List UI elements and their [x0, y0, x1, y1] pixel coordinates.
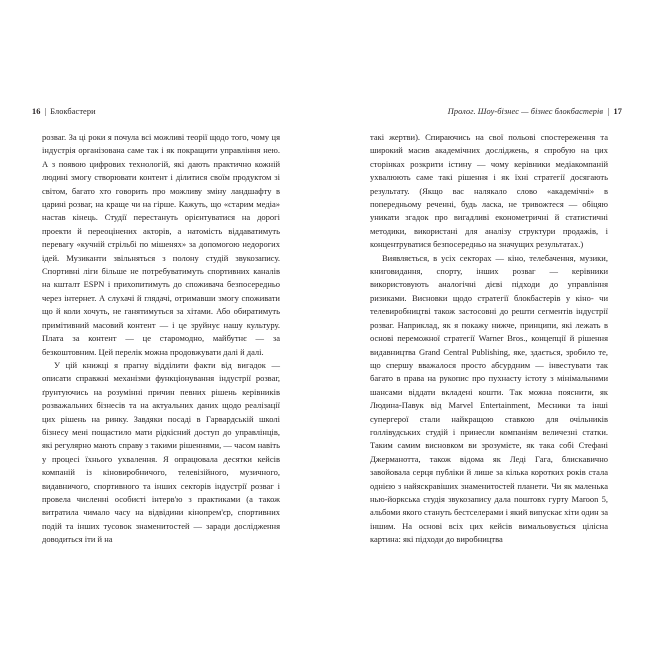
- body-paragraph: розваг. За ці роки я почула всі можливі теорії щодо того, чому ця індустрія організована саме так і як покращити управління нею. А з появою цифрових технологій, які дають практично кожній людині змогу створювати контент і ділитися своїм продуктом зі світом, багато хто говорить про можливу зміну ландшафту в царині розваг, на краще чи на гірше. Кажуть, що «старим медіа» настав кінець. Студії перестануть орієнтуватися на дорогі проекти й переоцінених акторів, а натомість віддаватимуть перевагу «кучній стрільбі по мішенях» за допомогою недорогих ідей. Музиканти звільняться з полону студій звукозапису. Спортивні ліги більше не потребуватимуть спортивних каналів на кшталт ESPN і прихопитимуть до споживача безпосередньо через інтернет. А слухачі й глядачі, отримавши змогу споживати що й коли хочуть, не ганятимуться за хітами. Або обиратимуть примітивний масовий контент — і це зруйнує нашу культуру. Плата за контент — це старомодно, майбутнє — за безкоштовним. Цей перелік можна продовжувати далі й далі.: [42, 132, 280, 357]
- body-paragraph: У цій книжці я прагну відділити факти від вигадок — описати справжні механізми функціонування індустрії розваг, ґрунтуючись на розумінні причин певних рішень керівників розважальних бізнесів та на актуальних даних щодо реалізації цих рішень на ринку. Завдяки посаді в Гарвардській школі бізнесу мені пощастило мати рідкісний доступ до управлінців, які регулярно мають справу з такими рішеннями, — часом навіть у процесі їхнього ухвалення. Я опрацювала десятки кейсів компаній із кіновиробничого, телевізійного, музичного, видавничого, спортивного та інших секторів індустрії розваг і провела численні особисті інтерв'ю з практиками (а також витратила чимало часу на відвідини кінопрем'єр, спортивних подій та інших тусовок знаменитостей — заради дослідження доводиться іти й на: [42, 359, 280, 545]
- body-paragraph: такі жертви). Спираючись на свої польові спостереження та широкий масив академічних досліджень, я спробую на цих сторінках розкрити істину — чому керівники медіакомпаній ухвалюють саме такі рішення і як їхні стратегії досягають результату. (Якщо вас налякало слово «академічні» в попередньому реченні, будь ласка, не тривожтеся — обіцяю уникати згадок про вигадливі економетричні й статистичні методики, використані для аналізу структури продажів, і концентруватися безпосередньо на значущих результатах.): [370, 132, 608, 250]
- right-page-body: [370, 131, 608, 547]
- right-page-header: [448, 107, 622, 116]
- header-separator: |: [607, 107, 610, 116]
- left-page-body: [42, 131, 280, 547]
- body-paragraph: Виявляється, в усіх секторах — кіно, телебачення, музики, книговидання, спорту, інших розваг — керівники використовують аналогічні дієві підходи до управління ризиками. Висновки щодо стратегії блокбастерів у кіно- чи телевиробництві також застосовні до решти сегментів індустрії розваг. Наприклад, як я покажу нижче, принципи, які лежать в основі переможної стратегії Warner Bros., концепції й рішення видавництва Grand Central Publishing, яке, здається, зробило те, що спершу вважалося просто абсурдним — інвестувати так багато в права на рукопис про пухнасту істоту з мінімальними шансами віддати вкладені кошти. Так можна пояснити, як Людина-Павук від Marvel Entertainment, Месники та інші супергерої стали найкращою ставкою для очільників голлівудських студій і принесли компаніям величезні статки. Таким самим висновком ви зрозумієте, як така собі Стефані Джерманотта, також відома як Леді Гага, блискавично завойовала серця публіки й лише за кілька коротких років стала однією з найяскравіших знаменитостей планети. Чи як маленька нью-йоркська студія звукозапису дала поштовх гурту Maroon 5, альбоми якого стануть бестселерами і який випускає хіти один за іншим. На основі всіх цих кейсів вимальовується цілісна картина: які підходи до виробництва: [370, 252, 608, 545]
- chapter-title: Пролог. Шоу-бізнес — бізнес блокбастерів: [447, 107, 604, 116]
- left-page-header: [32, 107, 96, 116]
- left-page-number: 16: [32, 107, 41, 116]
- right-page-number: 17: [613, 107, 622, 116]
- header-separator: |: [44, 107, 47, 116]
- book-title: Блокбастери: [50, 107, 96, 116]
